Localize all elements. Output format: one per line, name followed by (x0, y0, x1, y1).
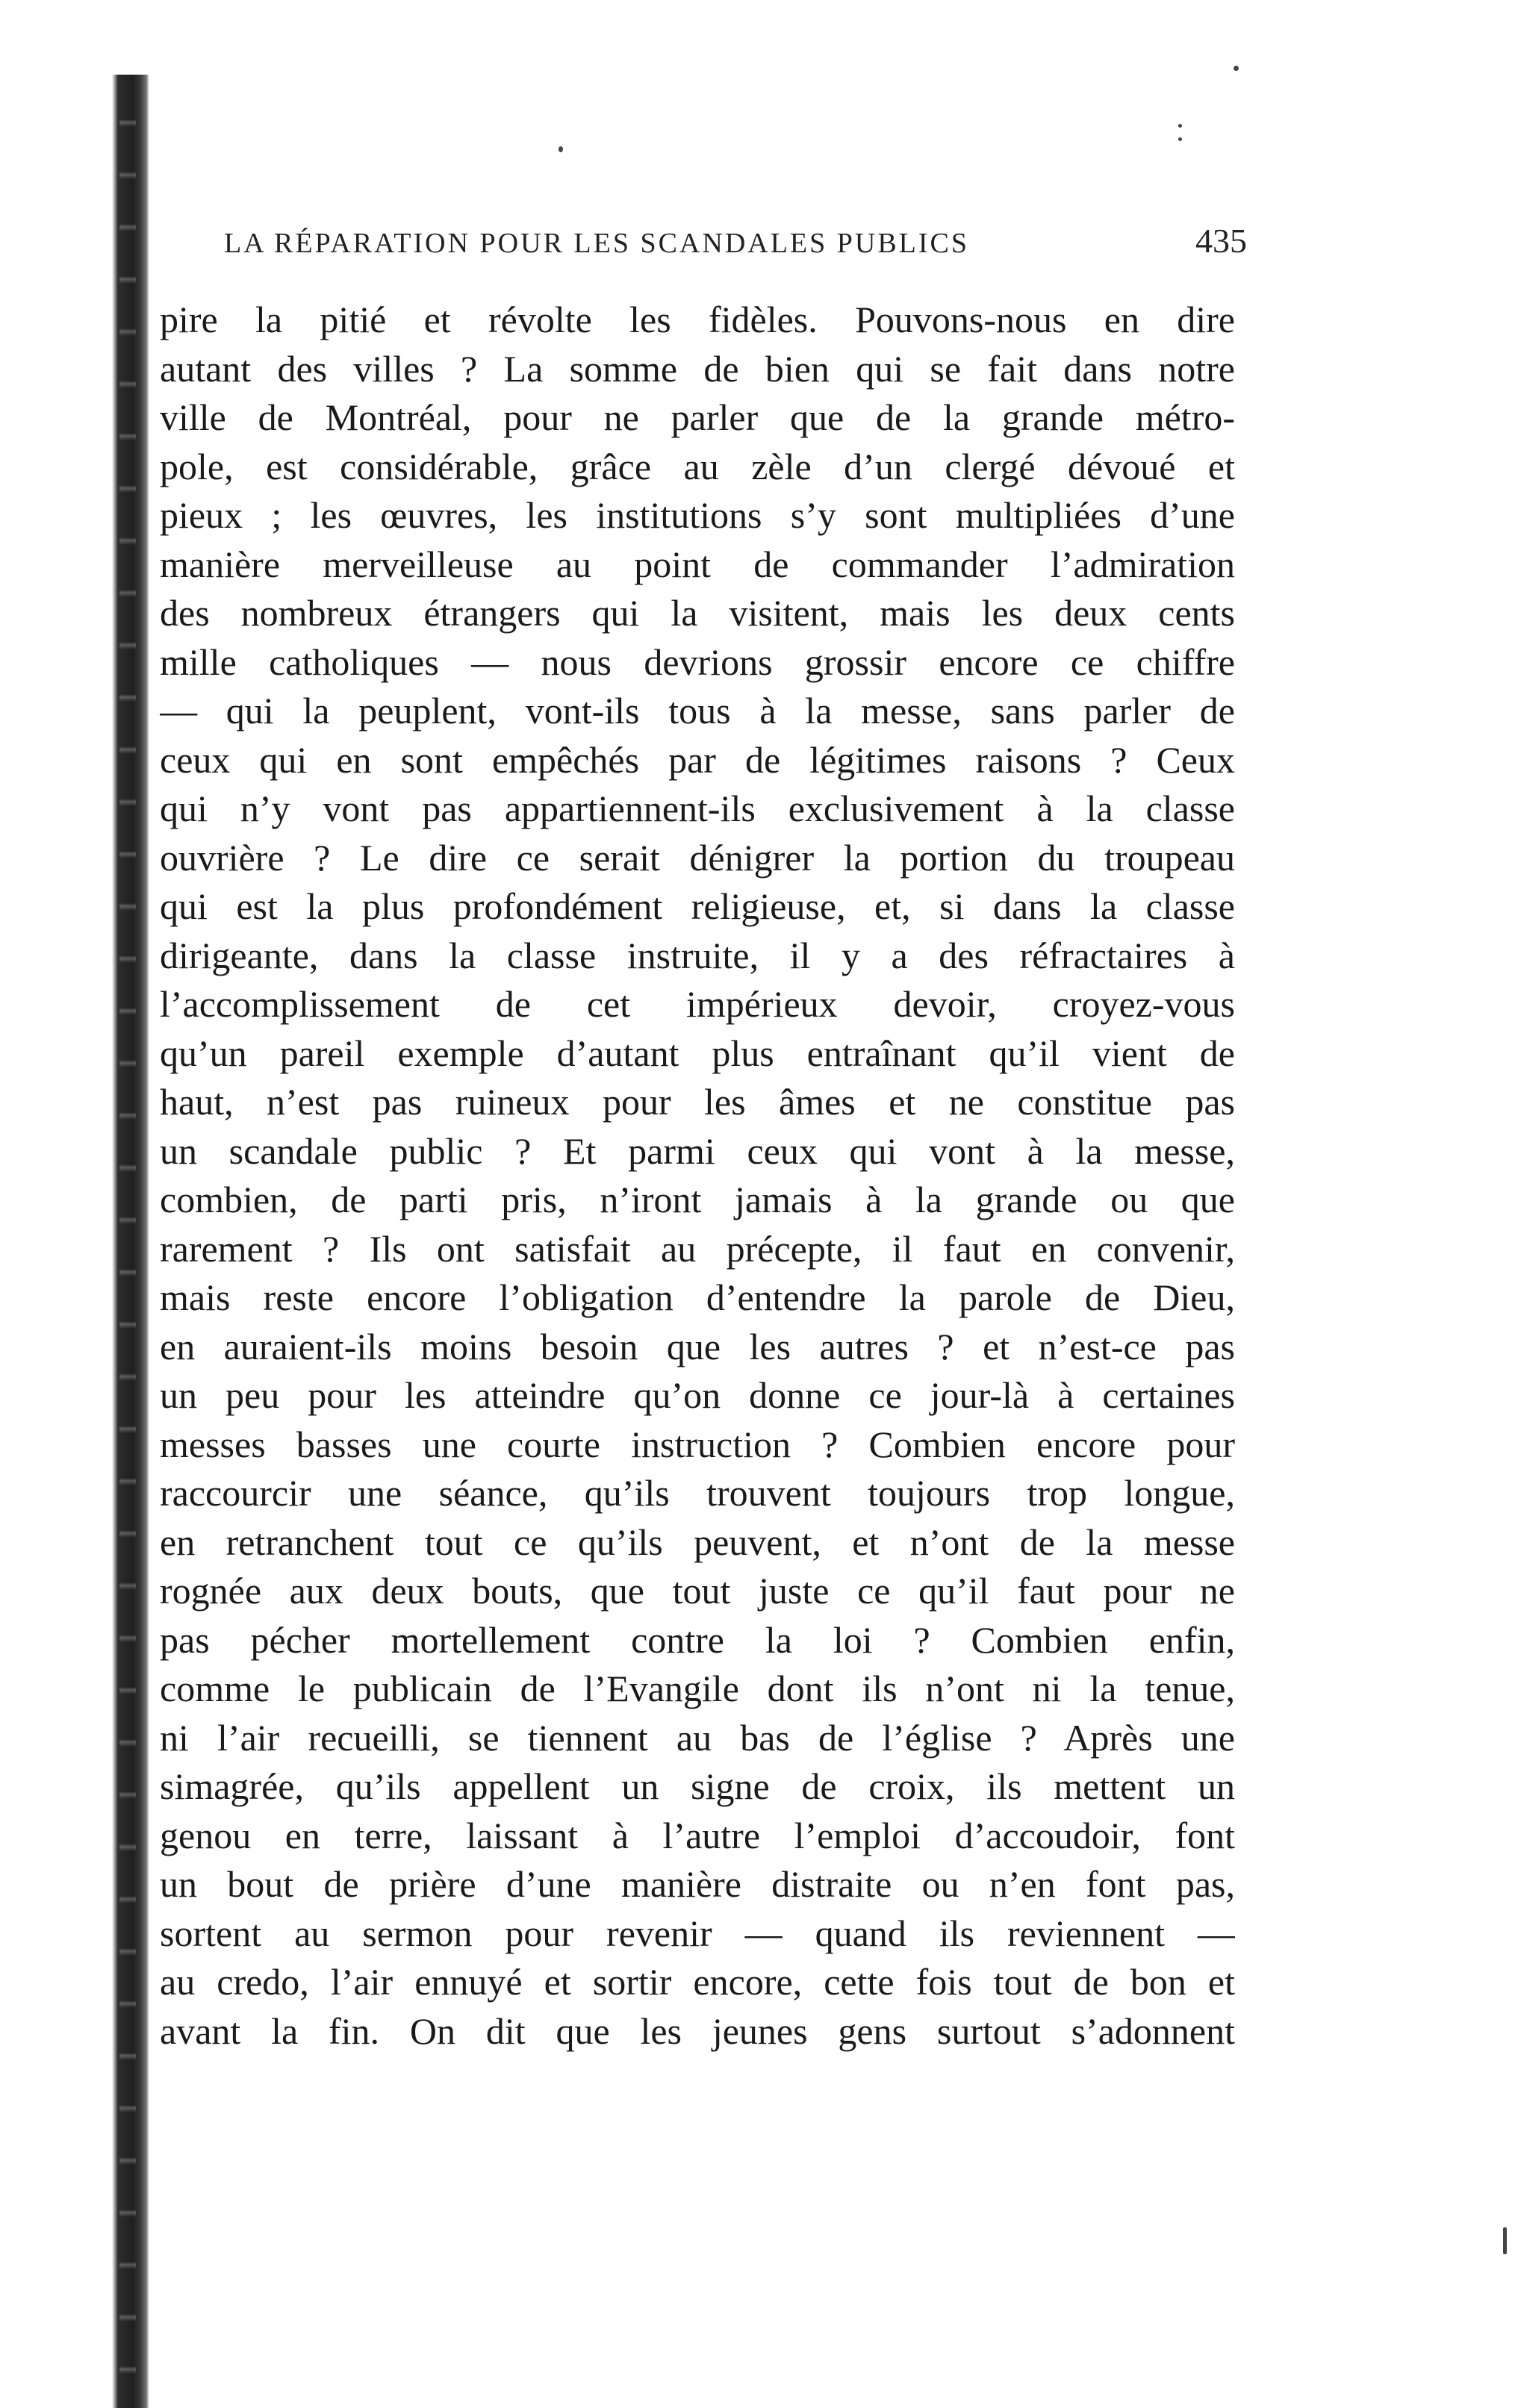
text-line: un bout de prière d’une manière distraite ou n’en font pas, (160, 1863, 1235, 1905)
text-line: dirigeante, dans la classe instruite, il y a des réfractaires à (160, 934, 1235, 976)
text-line: sortent au sermon pour revenir — quand ils reviennent — (160, 1912, 1235, 1954)
running-head (224, 221, 1247, 266)
text-line: avant la fin. On dit que les jeunes gens surtout s’adonnent (160, 2009, 1235, 2052)
text-line: messes basses une courte instruction ? Combien encore pour (160, 1423, 1235, 1465)
text-line: combien, de parti pris, n’iront jamais à la grande ou que (160, 1179, 1235, 1220)
text-line: en auraient-ils moins besoin que les autres ? et n’est-ce pas (160, 1325, 1235, 1367)
text-line: genou en terre, laissant à l’autre l’emploi d’accoudoir, font (160, 1814, 1235, 1856)
text-line: ville de Montréal, pour ne parler que de la grande métro- (160, 396, 1235, 438)
body-text (160, 296, 1235, 2056)
text-line: raccourcir une séance, qu’ils trouvent toujours trop longue, (160, 1472, 1235, 1514)
ink-speck (1178, 124, 1182, 128)
text-line: en retranchent tout ce qu’ils peuvent, et n’ont de la messe (160, 1520, 1235, 1563)
text-line: comme le publicain de l’Evangile dont ils n’ont ni la tenue, (160, 1668, 1235, 1709)
text-line: rarement ? Ils ont satisfait au précepte, il faut en convenir, (160, 1227, 1235, 1270)
text-line: pas pécher mortellement contre la loi ? Combien enfin, (160, 1618, 1235, 1661)
text-line: pieux ; les œuvres, les institutions s’y sont multipliées d’une (160, 494, 1235, 536)
running-title: LA RÉPARATION POUR LES SCANDALES PUBLICS (224, 228, 970, 259)
text-line: autant des villes ? La somme de bien qui se fait dans notre (160, 347, 1235, 390)
text-line: simagrée, qu’ils appellent un signe de croix, ils mettent un (160, 1765, 1235, 1807)
binding-edge (0, 75, 149, 2408)
ink-speck (559, 146, 563, 152)
text-line: un peu pour les atteindre qu’on donne ce jour-là à certaines (160, 1374, 1235, 1416)
text-line: des nombreux étrangers qui la visitent, mais les deux cents (160, 592, 1235, 634)
text-line: ni l’air recueilli, se tiennent au bas de l’église ? Après une (160, 1716, 1235, 1759)
ink-speck (1178, 137, 1182, 141)
text-line: qui n’y vont pas appartiennent-ils exclusivement à la classe (160, 787, 1235, 829)
text-line: mais reste encore l’obligation d’entendre la parole de Dieu, (160, 1276, 1235, 1318)
ink-speck (1234, 66, 1239, 71)
text-line: qu’un pareil exemple d’autant plus entraînant qu’il vient de (160, 1032, 1235, 1074)
ink-speck (1503, 2227, 1507, 2254)
text-line: haut, n’est pas ruineux pour les âmes et ne constitue pas (160, 1081, 1235, 1123)
text-line: au credo, l’air ennuyé et sortir encore, cette fois tout de bon et (160, 1961, 1235, 2003)
text-line: rognée aux deux bouts, que tout juste ce qu’il faut pour ne (160, 1570, 1235, 1612)
text-line: pole, est considérable, grâce au zèle d’un clergé dévoué et (160, 445, 1235, 487)
text-line: un scandale public ? Et parmi ceux qui vont à la messe, (160, 1129, 1235, 1172)
text-line: pire la pitié et révolte les fidèles. Pouvons-nous en dire (160, 299, 1235, 340)
text-line: manière merveilleuse au point de commander l’admiration (160, 543, 1235, 585)
text-line: — qui la peuplent, vont-ils tous à la messe, sans parler de (160, 690, 1235, 732)
page-number: 435 (1195, 222, 1247, 260)
text-line: mille catholiques — nous devrions grossir encore ce chiffre (160, 640, 1235, 683)
text-line: l’accomplissement de cet impérieux devoir, croyez-vous (160, 983, 1235, 1025)
text-line: ceux qui en sont empêchés par de légitimes raisons ? Ceux (160, 738, 1235, 781)
text-line: ouvrière ? Le dire ce serait dénigrer la portion du troupeau (160, 836, 1235, 879)
text-line: qui est la plus profondément religieuse, et, si dans la classe (160, 885, 1235, 927)
